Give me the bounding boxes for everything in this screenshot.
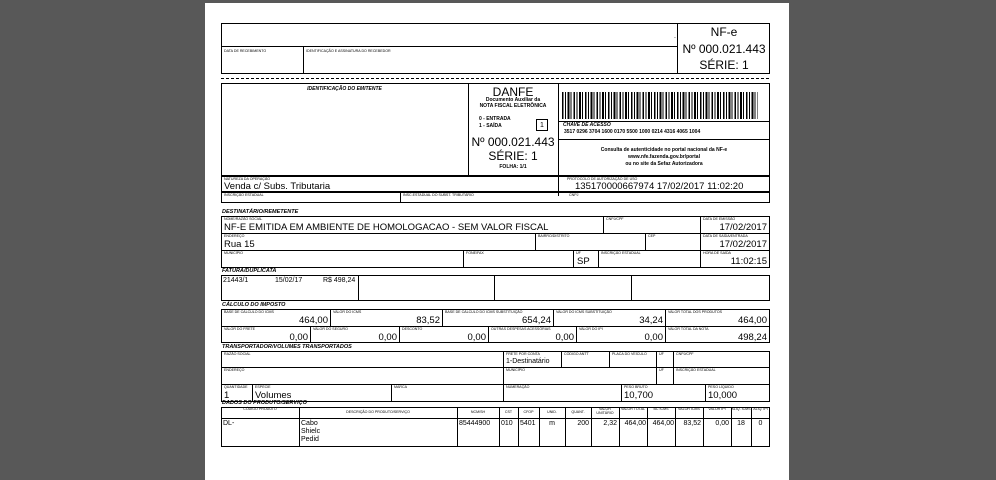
fatura-numero: 21443/1 bbox=[223, 277, 249, 284]
header-valor-unitario: VALOR UNITÁRIO bbox=[596, 407, 614, 415]
label-inscricao-estadual: INSCRIÇÃO ESTADUAL bbox=[224, 193, 264, 197]
item-aliq-icms: 18 bbox=[737, 420, 745, 427]
barcode-image bbox=[562, 92, 758, 119]
canhoto-serie: SÉRIE: 1 bbox=[699, 58, 749, 72]
label-razao-social: RAZÃO SOCIAL bbox=[224, 352, 251, 356]
label-peso-liquido: PESO LÍQUIDO bbox=[708, 385, 734, 389]
total-nota-value: 498,24 bbox=[737, 332, 767, 343]
item-ncm: 85444900 bbox=[459, 420, 491, 427]
natureza-operacao-value: Venda c/ Subs. Tributaria bbox=[224, 181, 331, 192]
fatura-box bbox=[221, 275, 770, 301]
consulta-line-2: www.nfe.fazenda.gov.br/portal bbox=[628, 154, 700, 160]
label-frete-por-conta: FRETE POR CONTA bbox=[506, 352, 540, 356]
label-chave-acesso: CHAVE DE ACESSO bbox=[563, 122, 611, 128]
header-cfop: CFOP bbox=[523, 410, 534, 414]
consulta-line-1: Consulta de autenticidade no portal nacional da NF-e bbox=[600, 147, 728, 153]
header-unid: UNID. bbox=[547, 410, 557, 414]
label-valor-frete: VALOR DO FRETE bbox=[224, 327, 256, 331]
danfe-subtitle-1: Documento Auxiliar da bbox=[485, 97, 541, 103]
transportador-box bbox=[221, 351, 770, 402]
label-identificacao-assinatura: IDENTIFICAÇÃO E ASSINATURA DO RECEBEDOR bbox=[306, 49, 391, 53]
label-data-saida: DATA DE SAÍDA/ENTRADA bbox=[703, 234, 748, 238]
outras-despesas-value: 0,00 bbox=[555, 332, 574, 343]
item-cst: 010 bbox=[501, 420, 513, 427]
header-valor-ipi: VALOR IPI bbox=[708, 407, 726, 411]
label-municipio-transportador: MUNICÍPIO bbox=[506, 368, 525, 372]
item-aliq-ipi: 0 bbox=[758, 420, 763, 427]
section-calculo-imposto: CÁLCULO DO IMPOSTO bbox=[222, 302, 286, 308]
consulta-line-3: ou no site da Sefaz Autorizadora bbox=[625, 161, 703, 167]
item-descricao-2: Shielc bbox=[301, 428, 321, 435]
header-valor-total: VALOR TOTAL bbox=[620, 407, 646, 411]
header-cst: CST bbox=[504, 410, 513, 414]
label-endereco: ENDEREÇO bbox=[224, 234, 245, 238]
data-saida-value: 17/02/2017 bbox=[719, 239, 767, 250]
label-inscricao-st: INSC.ESTADUAL DO SUBST. TRIBUTÁRIO bbox=[403, 193, 474, 197]
cut-line bbox=[221, 78, 769, 79]
danfe-subtitle-2: NOTA FISCAL ELETRÔNICA bbox=[479, 103, 547, 109]
item-bc-icms: 464,00 bbox=[652, 420, 674, 427]
label-data-emissao: DATA DE EMISSÃO bbox=[703, 217, 736, 221]
especie-value: Volumes bbox=[255, 390, 292, 401]
fatura-valor: R$ 498,24 bbox=[323, 277, 356, 284]
label-nome-razao: NOME/RAZÃO SOCIAL bbox=[224, 217, 263, 221]
danfe-entrada: 0 - ENTRADA bbox=[479, 116, 511, 122]
danfe-saida: 1 - SAÍDA bbox=[479, 123, 502, 129]
bc-icms-value: 464,00 bbox=[298, 315, 328, 326]
canhoto-mark: . bbox=[674, 33, 676, 40]
label-uf-placa: UF bbox=[659, 352, 664, 356]
item-cfop: 5401 bbox=[520, 420, 536, 427]
valor-ipi-value: 0,00 bbox=[644, 332, 663, 343]
canhoto-numero: Nº 000.021.443 bbox=[682, 42, 766, 56]
frete-value: 1-Destinatário bbox=[506, 358, 550, 365]
item-descricao-3: Pedid bbox=[301, 436, 319, 443]
inscricao-row bbox=[221, 192, 770, 203]
label-valor-seguro: VALOR DO SEGURO bbox=[313, 327, 348, 331]
label-protocolo: PROTOCOLO DE AUTORIZAÇÃO DE USO bbox=[567, 177, 638, 181]
label-codigo-antt: CÓDIGO ANTT bbox=[564, 352, 589, 356]
label-desconto: DESCONTO bbox=[402, 327, 423, 331]
hora-saida-value: 11:02:15 bbox=[730, 256, 767, 267]
header-ncm: NCM/SH bbox=[470, 410, 486, 414]
section-fatura: FATURA/DUPLICATA bbox=[222, 268, 277, 274]
label-municipio: MUNICÍPIO bbox=[224, 251, 243, 255]
item-codigo: DL- bbox=[223, 420, 235, 427]
label-total-nota: VALOR TOTAL DA NOTA bbox=[668, 327, 709, 331]
destinatario-nome: NF-E EMITIDA EM AMBIENTE DE HOMOLOGACAO - SEM VALOR FISCAL bbox=[224, 222, 549, 233]
section-transportador: TRANSPORTADOR/VOLUMES TRANSPORTADOS bbox=[222, 344, 352, 350]
label-valor-icms: VALOR DO ICMS bbox=[333, 310, 362, 314]
peso-liquido-value: 10,000 bbox=[708, 390, 738, 401]
uf-value: SP bbox=[577, 256, 590, 267]
item-quant: 200 bbox=[577, 420, 589, 427]
bc-icms-st-value: 654,24 bbox=[521, 315, 551, 326]
label-hora-saida: HORA DE SAÍDA bbox=[703, 251, 731, 255]
valor-frete-value: 0,00 bbox=[289, 332, 308, 343]
danfe-numero: Nº 000.021.443 bbox=[471, 135, 555, 149]
valor-icms-value: 83,52 bbox=[416, 315, 440, 326]
header-bc-icms: BC ICMS bbox=[653, 407, 669, 411]
label-endereco-transportador: ENDEREÇO bbox=[224, 368, 245, 372]
data-emissao-value: 17/02/2017 bbox=[719, 222, 767, 233]
label-cnpj-cpf: CNPJ/CPF bbox=[606, 217, 624, 221]
item-valor-ipi: 0,00 bbox=[715, 420, 729, 427]
danfe-document-page bbox=[205, 3, 789, 480]
label-bc-icms: BASE DE CÁLCULO DO ICMS bbox=[224, 310, 274, 314]
label-uf-transportador: UF bbox=[659, 368, 664, 372]
header-quant: QUANT. bbox=[571, 410, 585, 414]
item-unid: m bbox=[549, 420, 555, 427]
label-emitente: IDENTIFICAÇÃO DO EMITENTE bbox=[307, 86, 382, 92]
endereco-value: Rua 15 bbox=[224, 239, 255, 250]
label-marca: MARCA bbox=[394, 385, 407, 389]
label-numeracao: NUMERAÇÃO bbox=[506, 385, 530, 389]
label-bairro: BAIRRO/DISTRITO bbox=[538, 234, 570, 238]
label-data-recebimento: DATA DE RECEBIMENTO bbox=[224, 49, 267, 53]
label-cep: CEP bbox=[648, 234, 656, 238]
item-valor-total: 464,00 bbox=[624, 420, 646, 427]
valor-seguro-value: 0,00 bbox=[378, 332, 397, 343]
header-aliq-ipi: ALIQ. IPI bbox=[753, 407, 768, 411]
label-outras-despesas: OUTRAS DESPESAS ACESSÓRIAS bbox=[491, 327, 551, 331]
item-descricao-1: Cabo bbox=[301, 420, 318, 427]
quantidade-value: 1 bbox=[224, 390, 230, 401]
label-bc-icms-st: BASE DE CÁLCULO DO ICMS SUBSTITUIÇÃO bbox=[445, 310, 523, 314]
label-natureza-operacao: NATUREZA DA OPERAÇÃO bbox=[224, 177, 271, 181]
total-produtos-value: 464,00 bbox=[737, 315, 767, 326]
label-cnpj-emitente: CNPJ bbox=[569, 193, 579, 197]
danfe-serie: SÉRIE: 1 bbox=[488, 149, 538, 163]
header-valor-icms: VALOR ICMS bbox=[678, 407, 700, 411]
danfe-folha: FOLHA: 1/1 bbox=[499, 164, 527, 170]
label-valor-ipi: VALOR DO IPI bbox=[579, 327, 603, 331]
section-destinatario: DESTINATÁRIO/REMETENTE bbox=[222, 209, 299, 215]
header-descricao: DESCRIÇÃO DO PRODUTO/SERVIÇO bbox=[346, 410, 410, 414]
label-especie: ESPÉCIE bbox=[255, 385, 271, 389]
protocolo-value: 135170000667974 17/02/2017 11:02:20 bbox=[575, 181, 744, 192]
label-placa: PLACA DO VEÍCULO bbox=[612, 352, 647, 356]
header-aliq-icms: ALIQ. ICMS bbox=[731, 407, 751, 411]
header-codigo: CÓDIGO PRODUTO bbox=[243, 407, 277, 411]
canhoto-nfe-title: NF-e bbox=[710, 25, 738, 39]
label-cnpj-transportador: CNPJ/CPF bbox=[676, 352, 694, 356]
label-uf: UF bbox=[576, 251, 581, 255]
label-total-produtos: VALOR TOTAL DOS PRODUTOS bbox=[668, 310, 723, 314]
label-peso-bruto: PESO BRUTO bbox=[624, 385, 648, 389]
item-valor-icms: 83,52 bbox=[683, 420, 701, 427]
label-fone-fax: FONE/FAX bbox=[466, 251, 484, 255]
item-valor-unitario: 2,32 bbox=[603, 420, 617, 427]
danfe-tipo-box: 1 bbox=[536, 119, 548, 131]
danfe-title: DANFE bbox=[492, 85, 534, 99]
desconto-value: 0,00 bbox=[467, 332, 486, 343]
label-ie-transportador: INSCRIÇÃO ESTADUAL bbox=[676, 368, 716, 372]
label-valor-icms-st: VALOR DO ICMS SUBSTITUIÇÃO bbox=[556, 310, 612, 314]
chave-acesso-value: 3517 0296 3704 1600 0170 5500 1000 0214 4316 4065 1004 bbox=[564, 129, 701, 135]
peso-bruto-value: 10,700 bbox=[624, 390, 654, 401]
label-quantidade: QUANTIDADE bbox=[224, 385, 248, 389]
section-produtos: DADOS DO PRODUTO/SERVIÇO bbox=[222, 400, 307, 406]
valor-icms-st-value: 34,24 bbox=[639, 315, 663, 326]
label-inscricao-estadual-dest: INSCRIÇÃO ESTADUAL bbox=[601, 251, 641, 255]
fatura-vencimento: 15/02/17 bbox=[275, 277, 303, 284]
